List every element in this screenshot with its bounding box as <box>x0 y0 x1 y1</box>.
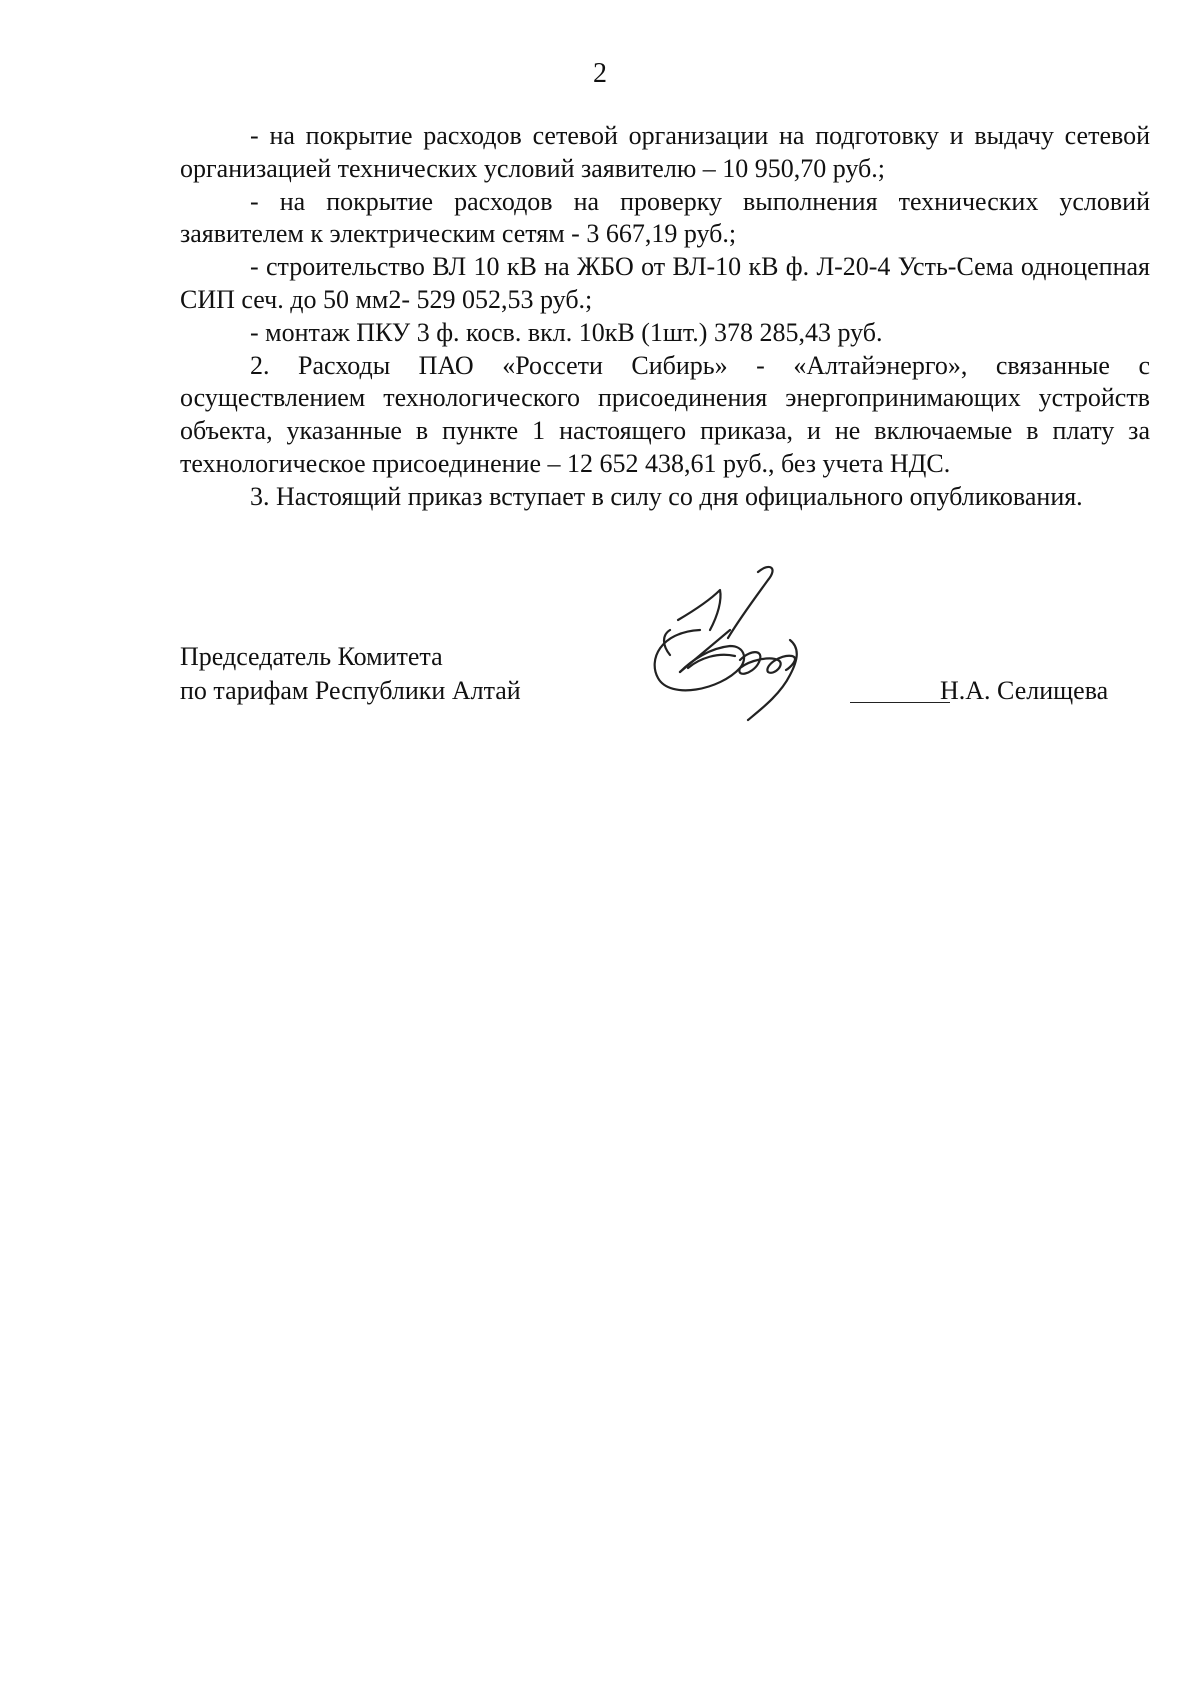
paragraph-item-construction: - строительство ВЛ 10 кВ на ЖБО от ВЛ-10 кВ ф. Л-20-4 Усть-Сема одноцепная СИП сеч. до 50 мм2- 529 052,53 руб.; <box>180 252 1150 314</box>
signatory-name: Н.А. Селищева <box>940 676 1109 705</box>
paragraph-item-installation: - монтаж ПКУ 3 ф. косв. вкл. 10кВ (1шт.) 378 285,43 руб. <box>250 317 883 347</box>
document-body <box>180 120 1150 514</box>
signature-block <box>180 640 1160 740</box>
paragraph-item-tech-conditions: - на покрытие расходов сетевой организации на подготовку и выдачу сетевой организацией технических условий заявителю – 10 950,70 руб.; <box>180 121 1150 183</box>
page-number: 2 <box>593 58 607 89</box>
signatory-title-line2: по тарифам Республики Алтай <box>180 676 521 705</box>
signatory-title <box>180 640 521 708</box>
paragraph-item-verification: - на покрытие расходов на проверку выполнения технических условий заявителем к электрическим сетям - 3 667,19 руб.; <box>180 186 1150 249</box>
signature-line <box>850 702 950 703</box>
paragraph-effective-date: 3. Настоящий приказ вступает в силу со дня официального опубликования. <box>250 481 1083 511</box>
signatory-title-line1: Председатель Комитета <box>180 642 443 671</box>
paragraph-expenses: 2. Расходы ПАО «Россети Сибирь» - «Алтайэнерго», связанные с осуществлением технологического присоединения энергопринимающих устройств объекта, указанные в пункте 1 настоящего приказа, и не включаемые в плату за технологическое присоединение – 12 652 438,61 руб., без учета НДС. <box>180 350 1150 478</box>
